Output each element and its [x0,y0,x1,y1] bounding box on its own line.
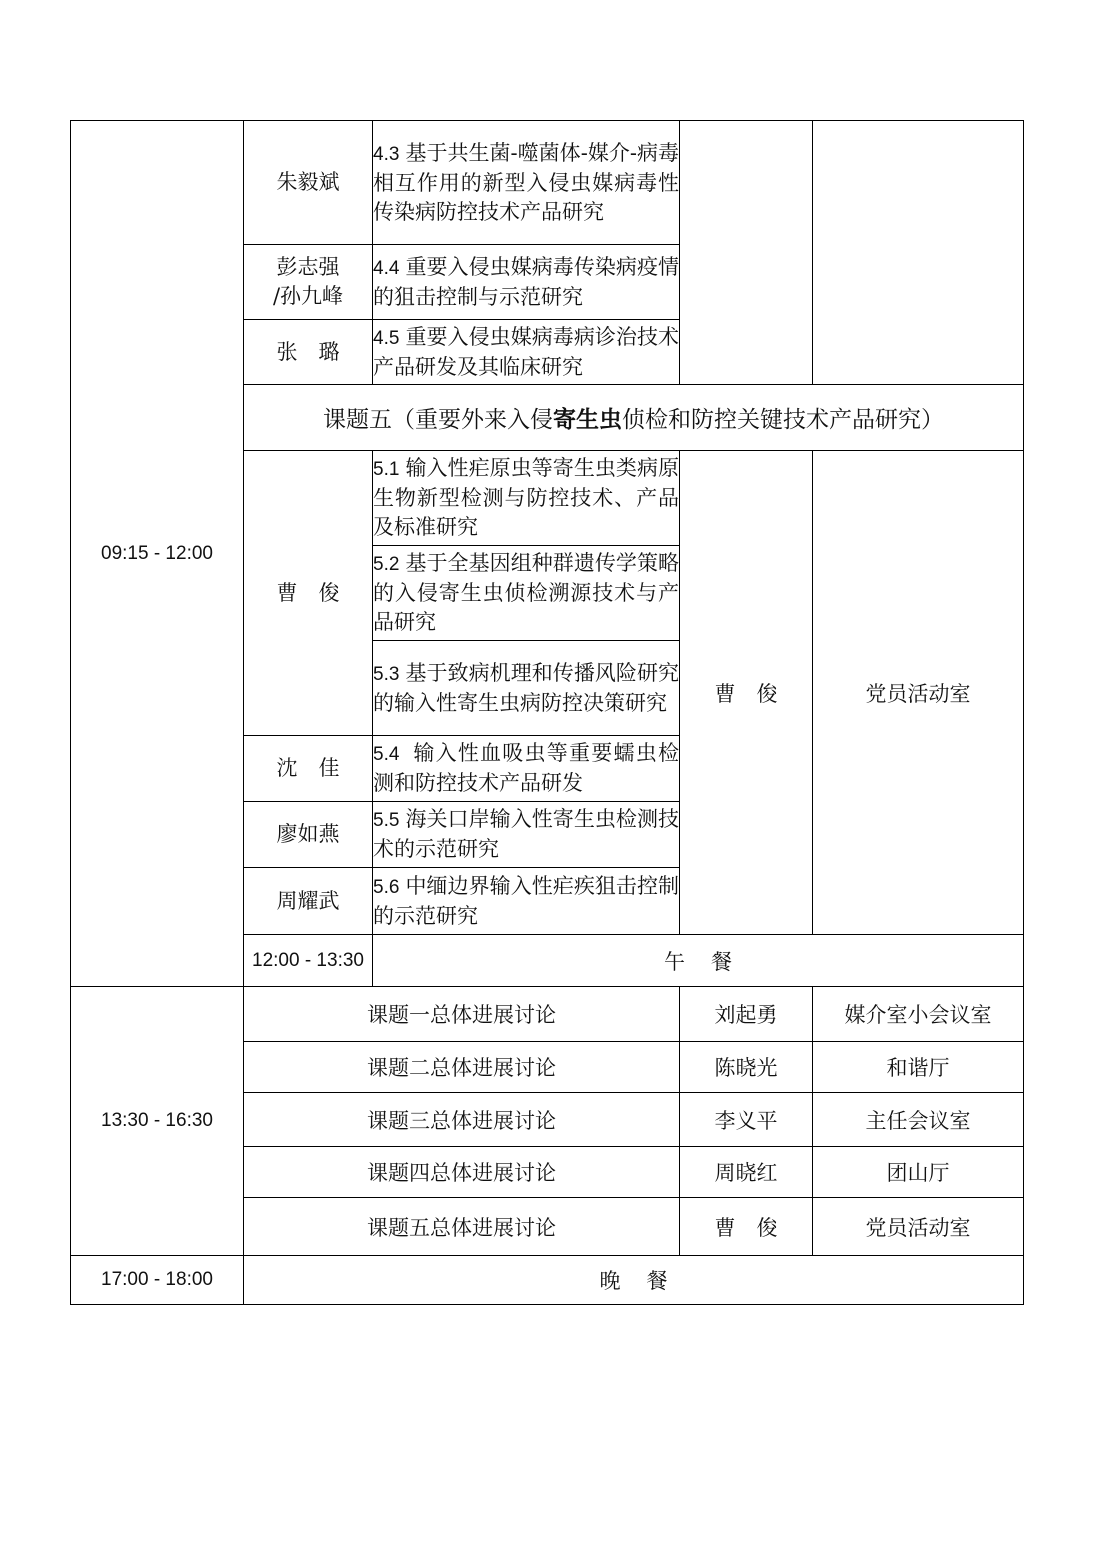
subtopic-cell [373,802,680,868]
discussion-topic: 课题五总体进展讨论 [244,1198,680,1256]
discussion-room: 媒介室小会议室 [813,987,1024,1042]
presenter [244,245,373,320]
discussion-leader: 曹 俊 [680,1198,813,1256]
presenter: 朱毅斌 [244,121,373,245]
subtopic-number: 4.5 [373,327,400,349]
presenter-line: /孙九峰 [272,284,344,308]
discussion-room: 主任会议室 [813,1093,1024,1147]
subtopic-cell [373,546,680,641]
discussion-topic: 课题一总体进展讨论 [244,987,680,1042]
time-slot-dinner: 17:00 - 18:00 [71,1256,244,1305]
subtopic-title: 重要入侵虫媒病毒传染病疫情的狙击控制与示范研究 [373,254,679,309]
subtopic-cell [373,121,680,245]
presenter: 曹 俊 [244,451,373,736]
discussion-leader: 刘起勇 [680,987,813,1042]
subtopic-cell [373,736,680,802]
subtopic-cell [373,641,680,736]
presenter: 廖如燕 [244,802,373,868]
subtopic-title: 海关口岸输入性寄生虫检测技术的示范研究 [373,807,679,861]
subtopic-number: 5.5 [373,810,400,831]
time-slot-morning: 09:15 - 12:00 [71,121,244,987]
discussion-leader: 陈晓光 [680,1042,813,1093]
table-row [71,987,1024,1042]
topic5-header-suffix: 侦检和防控关键技术产品研究） [622,407,944,433]
subtopic-number: 4.4 [373,257,400,279]
lunch-label: 午餐 [664,949,758,974]
subtopic-cell [373,320,680,385]
subtopic-number: 5.3 [373,663,400,685]
subtopic-title: 基于共生菌-噬菌体-媒介-病毒相互作用的新型入侵虫媒病毒性传染病防控技术产品研究 [373,140,679,224]
schedule-table [70,120,1024,1305]
presenter: 张 璐 [244,320,373,385]
dinner-cell [244,1256,1024,1305]
table-row [71,1256,1024,1305]
subtopic-number: 5.2 [373,554,400,575]
discussion-topic: 课题二总体进展讨论 [244,1042,680,1093]
topic4-room-cell [813,121,1024,385]
subtopic-title: 重要入侵虫媒病毒病诊治技术产品研发及其临床研究 [373,324,679,379]
subtopic-number: 5.4 [373,744,400,765]
discussion-leader: 李义平 [680,1093,813,1147]
topic5-leader: 曹 俊 [680,451,813,935]
subtopic-title: 输入性疟原虫等寄生虫类病原生物新型检测与防控技术、产品及标准研究 [373,456,679,539]
topic5-header [244,385,1024,451]
subtopic-cell [373,451,680,546]
lunch-cell [373,935,1024,987]
topic5-header-bold: 寄生虫 [553,407,622,433]
presenter-line: 彭志强 [276,255,340,279]
discussion-room: 和谐厅 [813,1042,1024,1093]
discussion-leader: 周晓红 [680,1147,813,1198]
topic5-header-prefix: 课题五（重要外来入侵 [323,407,553,433]
discussion-topic: 课题四总体进展讨论 [244,1147,680,1198]
topic4-leader-cell [680,121,813,385]
discussion-room: 党员活动室 [813,1198,1024,1256]
subtopic-title: 基于全基因组种群遗传学策略的入侵寄生虫侦检溯源技术与产品研究 [373,551,679,634]
table-row [71,121,1024,245]
time-slot-afternoon: 13:30 - 16:30 [71,987,244,1256]
subtopic-cell [373,245,680,320]
discussion-topic: 课题三总体进展讨论 [244,1093,680,1147]
subtopic-number: 5.1 [373,459,400,480]
subtopic-cell [373,868,680,935]
subtopic-title: 基于致病机理和传播风险研究的输入性寄生虫病防控决策研究 [373,660,679,715]
subtopic-number: 4.3 [373,143,400,165]
subtopic-title: 中缅边界输入性疟疾狙击控制的示范研究 [373,873,679,928]
discussion-room: 团山厅 [813,1147,1024,1198]
presenter: 沈 佳 [244,736,373,802]
subtopic-number: 5.6 [373,876,400,898]
presenter: 周耀武 [244,868,373,935]
time-slot-lunch: 12:00 - 13:30 [244,935,373,987]
subtopic-title: 输入性血吸虫等重要蠕虫检测和防控技术产品研发 [373,741,679,795]
dinner-label: 晚餐 [599,1269,694,1293]
topic5-room: 党员活动室 [813,451,1024,935]
